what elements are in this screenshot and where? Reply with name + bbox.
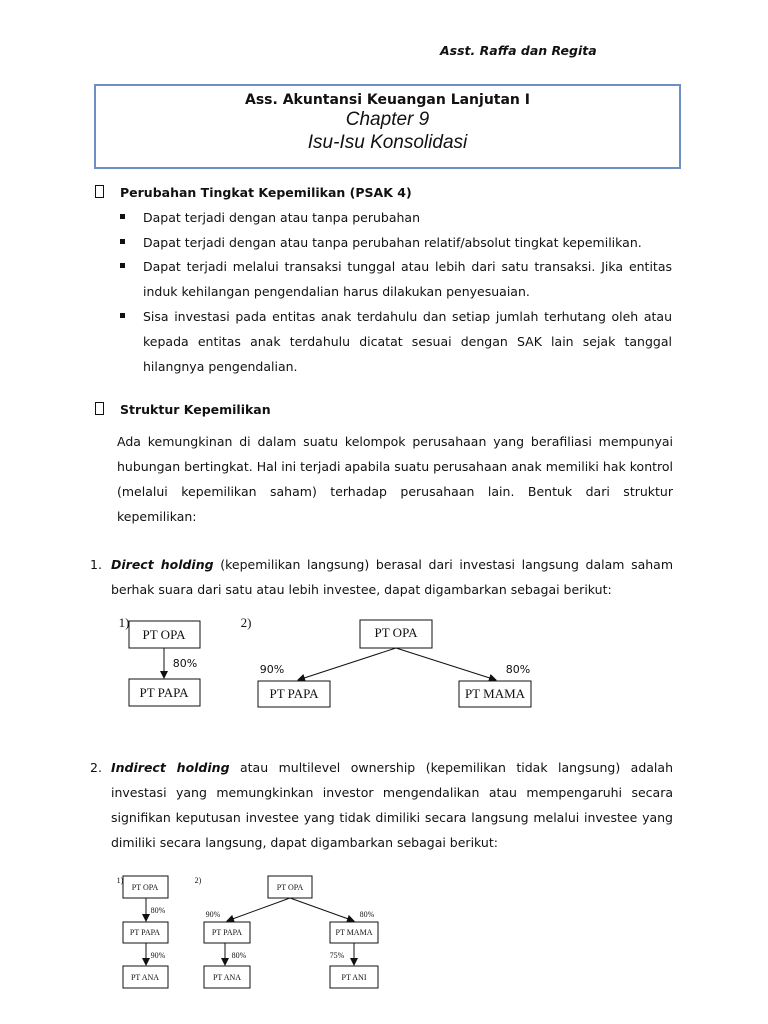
list-item: Dapat terjadi dengan atau tanpa perubahan relatif/absolut tingkat kepemilikan. <box>120 230 672 255</box>
svg-text:PT ANI: PT ANI <box>341 973 367 982</box>
svg-text:PT OPA: PT OPA <box>374 625 418 640</box>
numbered-item: 2. Indirect holding atau multilevel ownership (kepemilikan tidak langsung) adalah investasi yang memungkinkan investor mengendalikan atau mempengaruhi secara signifikan keputusan investee yang tidak dimiliki secara langsung melalui investee yang dimiliki secara langsung, dapat digambarkan sebagai berikut: <box>90 760 673 850</box>
numbered-item: 1. Direct holding (kepemilikan langsung) berasal dari investasi langsung dalam saham berhak suara dari satu atau lebih investee, dapat digambarkan sebagai berikut: <box>90 557 673 597</box>
svg-text:PT PAPA: PT PAPA <box>269 686 319 701</box>
svg-text:1): 1) <box>116 876 124 885</box>
svg-text:PT PAPA: PT PAPA <box>139 685 189 700</box>
svg-text:2): 2) <box>240 615 252 630</box>
chapter-label: Chapter 9 <box>345 109 430 130</box>
svg-text:PT PAPA: PT PAPA <box>129 928 161 937</box>
svg-text:80%: 80% <box>150 906 166 915</box>
author-line: Asst. Raffa dan Regita <box>440 43 597 58</box>
chapter-title: Isu-Isu Konsolidasi <box>307 132 468 153</box>
course-title: Ass. Akuntansi Keuangan Lanjutan I <box>245 92 530 108</box>
svg-text:80%: 80% <box>505 663 531 676</box>
svg-text:90%: 90% <box>205 910 221 919</box>
svg-text:PT OPA: PT OPA <box>142 627 186 642</box>
svg-text:PT PAPA: PT PAPA <box>211 928 243 937</box>
list-item: Dapat terjadi dengan atau tanpa perubahan <box>120 205 672 230</box>
svg-text:2): 2) <box>194 876 202 885</box>
section-title: Perubahan Tingkat Kepemilikan (PSAK 4) <box>120 185 412 200</box>
svg-text:80%: 80% <box>359 910 375 919</box>
svg-text:90%: 90% <box>259 663 285 676</box>
list-item: Sisa investasi pada entitas anak terdahulu dan setiap jumlah terhutang oleh atau kepada entitas anak terdahulu dicatat sesuai dengan SAK lain sejak tanggal hilangnya pengendalian. <box>120 304 672 379</box>
svg-text:80%: 80% <box>172 657 198 670</box>
paragraph: Ada kemungkinan di dalam suatu kelompok perusahaan yang berafiliasi mempunyai hubungan bertingkat. Hal ini terjadi apabila suatu perusahaan anak memiliki hak kontrol (melalui kepemilikan saham) terhadap perusahaan lain. Bentuk dari struktur kepemilikan: <box>117 434 673 524</box>
list-item: Dapat terjadi melalui transaksi tunggal atau lebih dari satu transaksi. Jika entitas induk kehilangan pengendalian harus dilakukan penyesuaian. <box>120 254 672 304</box>
svg-text:PT MAMA: PT MAMA <box>464 686 526 701</box>
svg-text:PT OPA: PT OPA <box>131 883 159 892</box>
svg-text:90%: 90% <box>150 951 166 960</box>
svg-text:PT OPA: PT OPA <box>276 883 304 892</box>
svg-text:75%: 75% <box>329 951 345 960</box>
svg-text:PT ANA: PT ANA <box>212 973 242 982</box>
svg-text:PT ANA: PT ANA <box>130 973 160 982</box>
section-title: Struktur Kepemilikan <box>120 402 271 417</box>
svg-text:PT MAMA: PT MAMA <box>335 928 373 937</box>
svg-text:80%: 80% <box>231 951 247 960</box>
svg-text:1): 1) <box>118 615 130 630</box>
